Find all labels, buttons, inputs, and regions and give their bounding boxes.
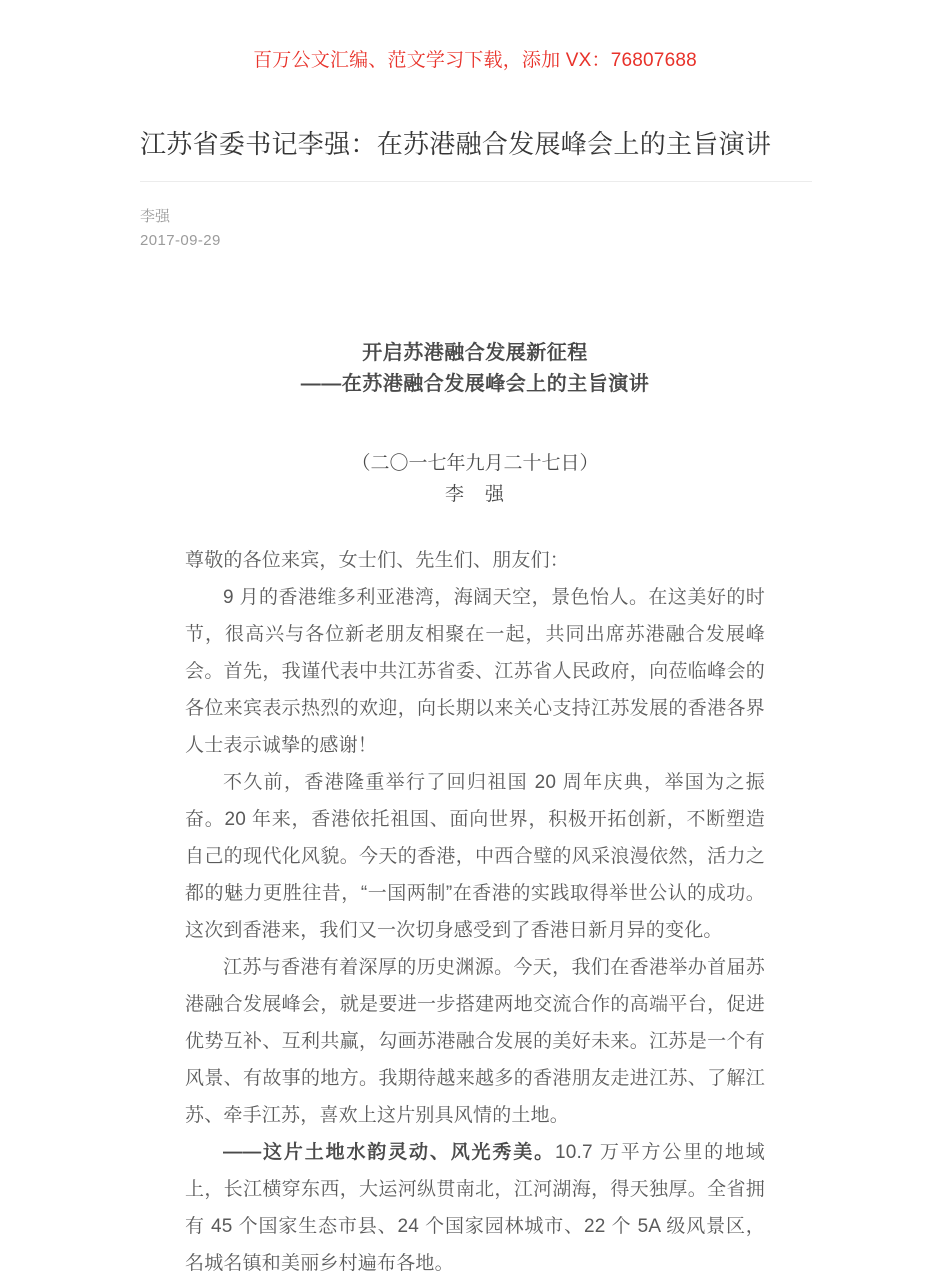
document-heading	[185, 338, 765, 400]
paragraph-bold-lead: ——这片土地水韵灵动、风光秀美。	[223, 1142, 555, 1163]
byline-author: 李强	[140, 208, 171, 225]
paragraph-text: 不久前，香港隆重举行了回归祖国 20 周年庆典，举国为之振奋。20 年来，香港依托祖国、面向世界，积极开拓创新，不断塑造自己的现代化风貌。今天的香港，中西合璧的风采浪漫依然，活力之都的魅力更胜往昔，“一国两制”在香港的实践取得举世公认的成功。这次到香港来，我们又一次切身感受到了香港日新月异的变化。	[185, 772, 765, 941]
promo-banner	[0, 48, 950, 74]
document-heading-line-2: ——在苏港融合发展峰会上的主旨演讲	[300, 373, 650, 395]
document-paragraph	[185, 1134, 765, 1282]
document-paragraph	[185, 579, 765, 764]
document-dateline: （二〇一七年九月二十七日）	[351, 453, 599, 474]
byline-date: 2017-09-29	[140, 232, 221, 249]
paragraph-text: 9 月的香港维多利亚港湾，海阔天空，景色怡人。在这美好的时节，很高兴与各位新老朋友相聚在一起，共同出席苏港融合发展峰会。首先，我谨代表中共江苏省委、江苏省人民政府，向莅临峰会的各位来宾表示热烈的欢迎，向长期以来关心支持江苏发展的香港各界人士表示诚挚的感谢！	[185, 587, 765, 756]
paragraph-text: 10.7 万平方公里的地域上，长江横穿东西，大运河纵贯南北，江河湖海，得天独厚。全省拥有 45 个国家生态市县、24 个国家园林城市、22 个 5A 级风景区，名城名镇和美丽乡村遍布各地。	[185, 1142, 766, 1274]
document-paragraph	[185, 949, 765, 1134]
paragraph-text: 江苏与香港有着深厚的历史渊源。今天，我们在香港举办首届苏港融合发展峰会，就是要进一步搭建两地交流合作的高端平台，促进优势互补、互利共赢，勾画苏港融合发展的美好未来。江苏是一个有风景、有故事的地方。我期待越来越多的香港朋友走进江苏、了解江苏、牵手江苏，喜欢上这片别具风情的土地。	[185, 957, 765, 1126]
document-speaker: 李 强	[444, 484, 505, 505]
document-heading-line-1: 开启苏港融合发展新征程	[362, 342, 588, 364]
article-header	[140, 124, 812, 253]
document-paragraph	[185, 542, 765, 579]
document-paragraphs	[185, 542, 765, 1282]
document-paragraph	[185, 764, 765, 949]
paragraph-text: 尊敬的各位来宾，女士们、先生们、朋友们：	[185, 550, 570, 571]
title-divider	[140, 181, 812, 182]
byline	[140, 205, 812, 253]
promo-banner-text: 百万公文汇编、范文学习下载，添加 VX：76807688	[253, 50, 697, 71]
document-body	[185, 338, 765, 1282]
page-title: 江苏省委书记李强：在苏港融合发展峰会上的主旨演讲	[140, 129, 772, 159]
